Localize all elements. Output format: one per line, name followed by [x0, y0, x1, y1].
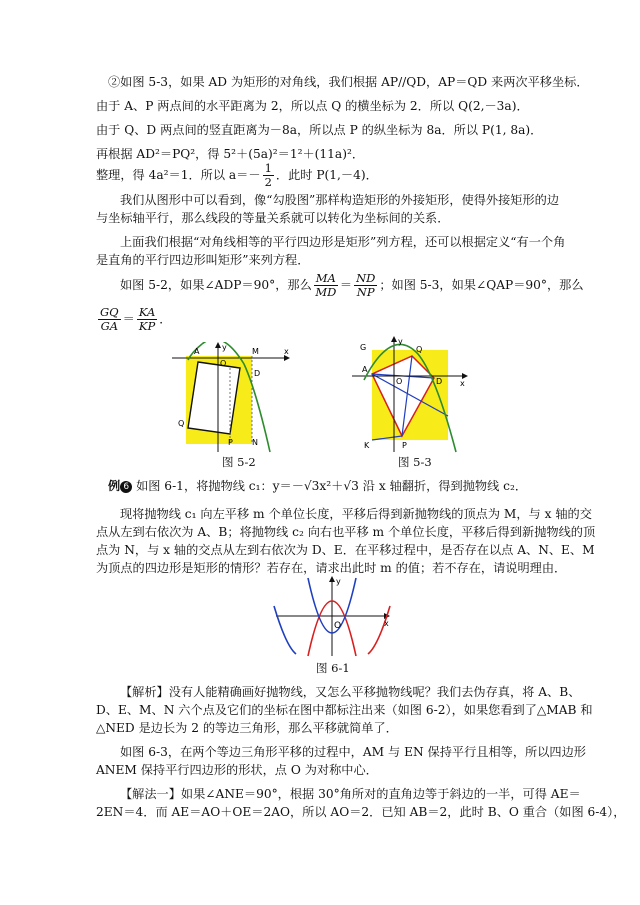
axis-label: y — [398, 337, 403, 346]
point-label: A — [362, 365, 368, 374]
example-number-badge: 6 — [120, 481, 132, 493]
figure-caption: 图 5-3 — [398, 455, 432, 469]
figure-6-1 — [272, 576, 396, 658]
fraction-denominator: 2 — [264, 175, 272, 189]
figure-caption: 图 5-2 — [222, 455, 256, 469]
point-label: G — [360, 343, 367, 352]
text-line: 由于 Q、D 两点间的竖直距离为－8a，所以点 P 的纵坐标为 8a．所以 P(1, 8a)． — [96, 123, 543, 137]
origin-label: O — [334, 621, 342, 631]
fraction-numerator: MA — [315, 271, 336, 285]
point-label: M — [252, 347, 259, 356]
point-label: P — [228, 438, 233, 447]
point-label: D — [436, 377, 443, 386]
point-label: D — [254, 369, 261, 378]
text-line-with-fraction — [120, 272, 584, 299]
axis-label: x — [284, 347, 289, 356]
fraction-numerator: 1 — [264, 161, 272, 175]
text-fragment: 如图 6-1，将抛物线 c₁：y＝－√3x²＋√3 沿 x 轴翻折，得到抛物线 c₂． — [136, 479, 528, 493]
text-line: 由于 A、P 两点间的水平距离为 2，所以点 Q 的横坐标为 2．所以 Q(2,－3a)． — [96, 99, 529, 113]
fraction-denominator: MD — [315, 285, 337, 299]
point-label: P — [402, 441, 407, 450]
point-label: A — [194, 347, 200, 356]
axis-label: y — [222, 343, 227, 352]
parabola-c2-left — [274, 606, 296, 654]
axis-label: x — [384, 619, 389, 628]
origin-label: O — [396, 377, 403, 386]
y-axis-arrow — [391, 336, 397, 342]
fraction — [263, 162, 274, 189]
origin-label: O — [220, 359, 227, 368]
text-fragment: 如图 5-2，如果∠ADP＝90°，那么 — [120, 278, 312, 292]
text-line: 【解析】没有人能精确画好抛物线，又怎么平移抛物线呢？我们去伪存真，将 A、B、 — [120, 685, 581, 699]
fraction-denominator: GA — [100, 319, 119, 333]
figure-5-2 — [172, 342, 296, 454]
text-line-with-fraction — [96, 162, 378, 189]
text-fragment: ．此时 P(1,－4)． — [275, 168, 378, 182]
text-line: 点从左到右依次为 A、B；将抛物线 c₂ 向右也平移 m 个单位长度，平移后得到新抛物线的顶 — [96, 525, 596, 539]
fraction — [354, 272, 377, 299]
y-axis-arrow — [215, 342, 221, 348]
axis-label: x — [460, 379, 465, 388]
point-label: Q — [416, 345, 423, 354]
text-line: 与坐标轴平行，那么线段的等量关系就可以转化为坐标间的关系． — [96, 211, 450, 225]
text-line: ANEM 保持平行四边形的形状，点 O 为对称中心． — [96, 763, 378, 777]
text-line: 再根据 AD²＝PQ²，得 5²＋(5a)²＝1²＋(11a)²． — [96, 147, 365, 161]
text-line: 是直角的平行四边形叫矩形”来列方程． — [96, 253, 310, 267]
example-tag: 例 — [108, 479, 121, 493]
equals-sign: ＝ — [339, 278, 353, 292]
y-axis-arrow — [329, 576, 335, 582]
axis-label: y — [336, 577, 341, 586]
text-line: ②如图 5-3，如果 AD 为矩形的对角线，我们根据 AP//QD，AP＝QD 来两次平移坐标． — [108, 75, 589, 89]
point-label: Q — [178, 419, 185, 428]
figure-caption: 图 6-1 — [316, 661, 350, 675]
fraction — [137, 306, 157, 333]
text-line: 现将抛物线 c₁ 向左平移 m 个单位长度，平移后得到新抛物线的顶点为 M，与 x 轴的交 — [120, 507, 592, 521]
text-line: D、E、M、N 六个点及它们的坐标在图中都标注出来（如图 6-2），如果您看到了△MAB 和 — [96, 703, 593, 717]
point-label: K — [364, 441, 370, 450]
text-fragment: ． — [159, 312, 172, 326]
text-line: 为顶点的四边形是矩形的情形？若存在，请求出此时 m 的值；若不存在，请说明理由． — [96, 561, 567, 575]
fraction — [314, 272, 338, 299]
example-heading — [108, 478, 527, 494]
text-line: 【解法一】如果∠ANE＝90°，根据 30°角所对的直角边等于斜边的一半，可得 AE＝ — [120, 787, 581, 801]
text-line: 点为 N，与 x 轴的交点从左到右依次为 D、E．在平移过程中，是否存在以点 A、N、E、M — [96, 543, 595, 557]
figure-5-3 — [352, 336, 474, 454]
fraction-numerator: KA — [138, 305, 156, 319]
text-fragment: ；如图 5-3，如果∠QAP＝90°，那么 — [379, 278, 584, 292]
fraction-denominator: NP — [356, 285, 375, 299]
fraction-denominator: KP — [138, 319, 156, 333]
text-line: 上面我们根据“对角线相等的平行四边形是矩形”列方程，还可以根据定义“有一个角 — [120, 235, 566, 249]
text-fragment: 整理，得 4a²＝1．所以 a＝－ — [96, 168, 261, 182]
text-line: 如图 6-3，在两个等边三角形平移的过程中，AM 与 EN 保持平行且相等，所以四边形 — [120, 745, 586, 759]
text-line-with-fraction — [96, 306, 171, 333]
text-line: △NED 是边长为 2 的等边三角形，那么平移就简单了． — [96, 721, 398, 735]
fraction-numerator: GQ — [100, 305, 119, 319]
point-label: N — [252, 438, 258, 447]
inner-rectangle — [188, 362, 240, 434]
fraction — [98, 306, 121, 333]
text-line: 2EN＝4．而 AE＝AO＋OE＝2AO，所以 AO＝2．已知 AB＝2，此时 B、O 重合（如图 6-4）， — [96, 805, 626, 819]
equals-sign: ＝ — [122, 312, 135, 326]
fraction-numerator: ND — [356, 271, 376, 285]
parabola-c1-right — [368, 606, 390, 654]
text-line: 我们从图形中可以看到，像“勾股图”那样构造矩形的外接矩形，使得外接矩形的边 — [120, 193, 560, 207]
